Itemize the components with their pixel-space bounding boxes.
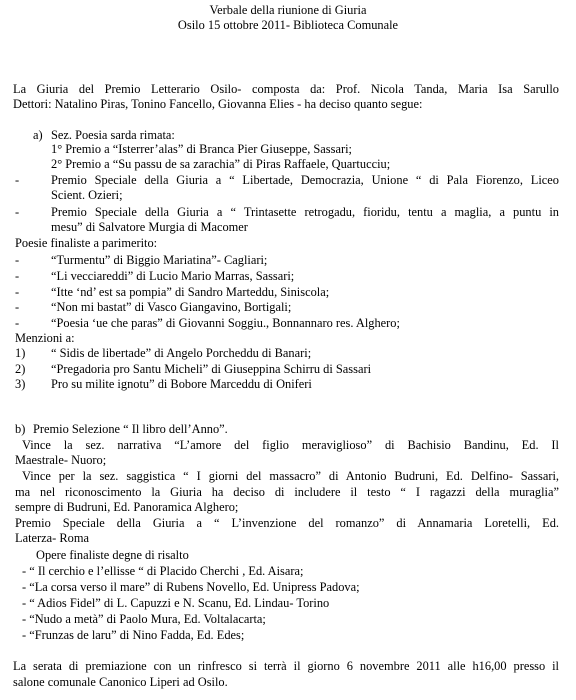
- section-b-title: Premio Selezione “ Il libro dell’Anno”.: [33, 422, 228, 436]
- finalist-dash: -: [15, 285, 20, 299]
- jury-special-line-1: Premio Speciale della Giuria a “ L’invenzione del romanzo” di Annamaria Loretelli, Ed.: [15, 516, 559, 530]
- work-item: - “La corsa verso il mare” di Rubens Novello, Ed. Unipress Padova;: [22, 580, 360, 594]
- work-item: - “Nudo a metà” di Paolo Mura, Ed. Voltalacarta;: [22, 612, 266, 626]
- closing-line-2: salone comunale Canonico Liperi ad Osilo.: [13, 675, 228, 689]
- works-heading: Opere finaliste degne di risalto: [36, 548, 189, 562]
- narrative-winner-line-2: Maestrale- Nuoro;: [15, 453, 107, 467]
- intro-line-1: La Giuria del Premio Letterario Osilo- composta da: Prof. Nicola Tanda, Maria Isa Sarullo: [13, 82, 559, 96]
- first-prize: 1° Premio a “Isterrer’alas” di Branca Pier Giuseppe, Sassari;: [51, 142, 352, 156]
- finalist-item: “Li vecciareddi” di Lucio Mario Marras, Sassari;: [51, 269, 295, 283]
- special-prize-2-dash: -: [15, 205, 20, 219]
- closing-line-1: La serata di premiazione con un rinfresco si terrà il giorno 6 novembre 2011 alle h16,00 presso il: [13, 659, 559, 673]
- work-item: - “ Il cerchio e l’ellisse “ di Placido Cherchi , Ed. Aisara;: [22, 564, 304, 578]
- narrative-winner-line-1: Vince la sez. narrativa “L’amore del figlio meraviglioso” di Bachisio Bandinu, Ed. Il: [22, 438, 559, 452]
- section-a-title: Sez. Poesia sarda rimata:: [51, 128, 175, 142]
- special-prize-1-line-1: Premio Speciale della Giuria a “ Libertade, Democrazia, Unione “ di Pala Fiorenzo, Liceo: [51, 173, 559, 187]
- special-prize-1-line-2: Scient. Ozieri;: [51, 188, 123, 202]
- document-subtitle: Osilo 15 ottobre 2011- Biblioteca Comunale: [177, 18, 399, 32]
- finalist-item: “Turmentu” di Biggio Mariatina”- Cagliari;: [51, 253, 268, 267]
- mention-number: 3): [15, 377, 26, 391]
- mention-number: 1): [15, 346, 26, 360]
- document-title: Verbale della riunione di Giuria: [209, 3, 367, 17]
- mention-item: “ Sidis de libertade” di Angelo Porcheddu di Banari;: [51, 346, 312, 360]
- intro-line-2: Dettori: Natalino Piras, Tonino Fancello, Giovanna Elies - ha deciso quanto segue:: [13, 97, 423, 111]
- finalist-dash: -: [15, 253, 20, 267]
- essay-winner-line-2: ma nel riconoscimento la Giuria ha deciso di includere il testo “ I ragazzi della muraglia”: [15, 485, 559, 499]
- section-b-marker: b): [15, 422, 26, 436]
- essay-winner-line-3: sempre di Budruni, Ed. Panoramica Alghero;: [15, 500, 239, 514]
- essay-winner-line-1: Vince per la sez. saggistica “ I giorni del massacro” di Antonio Budruni, Ed. Delfino- Sassari,: [22, 469, 559, 483]
- special-prize-1-dash: -: [15, 173, 20, 187]
- finalist-dash: -: [15, 316, 20, 330]
- finalist-item: “Poesia ‘ue che paras” di Giovanni Soggiu., Bonnannaro res. Alghero;: [51, 316, 400, 330]
- section-a-marker: a): [33, 128, 43, 142]
- mention-item: Pro su milite ignotu” di Bobore Marceddu di Oniferi: [51, 377, 312, 391]
- mention-number: 2): [15, 362, 26, 376]
- mention-item: “Pregadoria pro Santu Micheli” di Giuseppina Schirru di Sassari: [51, 362, 372, 376]
- jury-special-line-2: Laterza- Roma: [15, 531, 89, 545]
- finalist-item: “Non mi bastat” di Vasco Giangavino, Bortigali;: [51, 300, 292, 314]
- finalists-heading: Poesie finaliste a parimerito:: [15, 236, 158, 250]
- finalist-dash: -: [15, 269, 20, 283]
- special-prize-2-line-1: Premio Speciale della Giuria a “ Trintasette retrogadu, fioridu, tentu a maglia, a puntu in: [51, 205, 559, 219]
- second-prize: 2° Premio a “Su passu de sa zarachia” di Piras Raffaele, Quartucciu;: [51, 157, 391, 171]
- special-prize-2-line-2: mesu” di Salvatore Murgia di Macomer: [51, 220, 248, 234]
- finalist-dash: -: [15, 300, 20, 314]
- work-item: - “ Adios Fidel” di L. Capuzzi e N. Scanu, Ed. Lindau- Torino: [22, 596, 330, 610]
- finalist-item: “Itte ‘nd’ est sa pompia” di Sandro Marteddu, Siniscola;: [51, 285, 330, 299]
- mentions-heading: Menzioni a:: [15, 331, 75, 345]
- work-item: - “Frunzas de laru” di Nino Fadda, Ed. Edes;: [22, 628, 245, 642]
